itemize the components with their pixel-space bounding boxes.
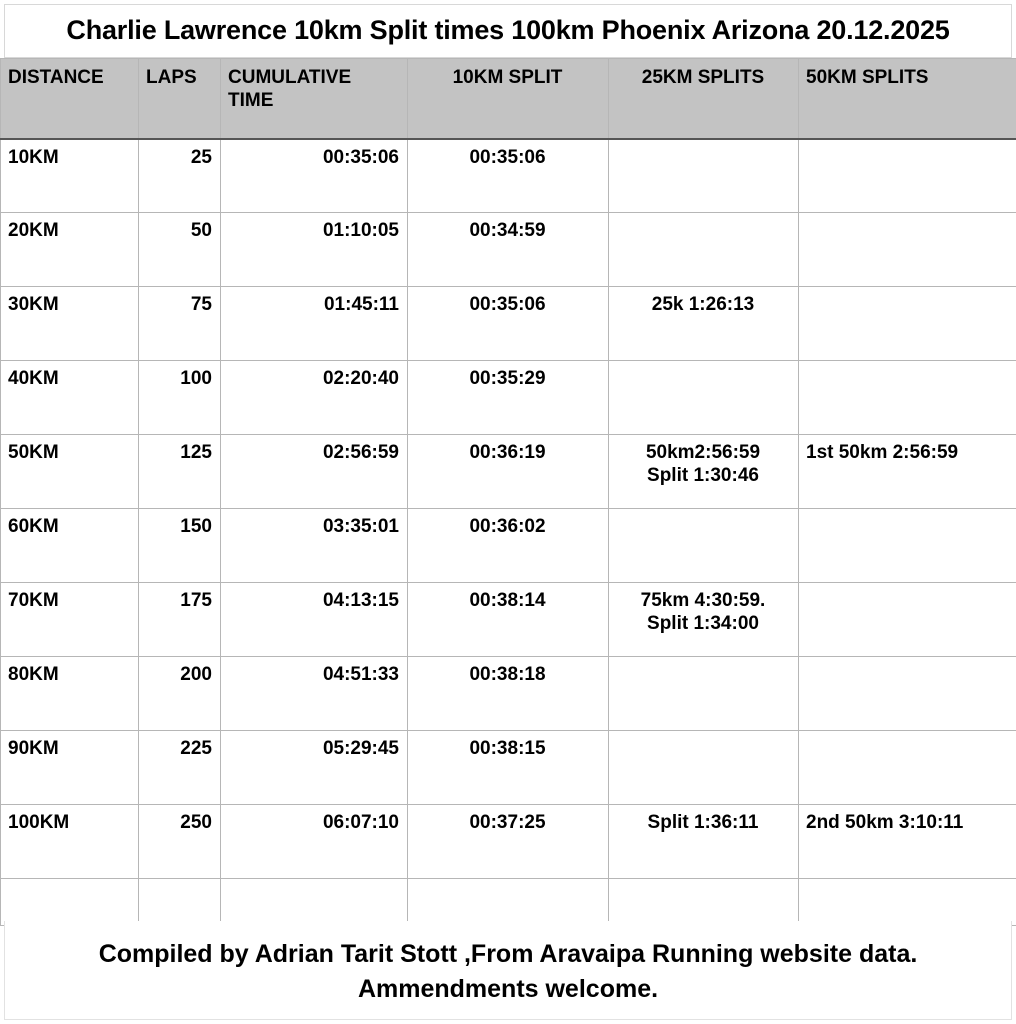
- cell-cumulative-time: [221, 879, 408, 926]
- cell-cumulative-time: 05:29:45: [221, 731, 408, 805]
- cell-laps: 100: [139, 361, 221, 435]
- cell-laps: 25: [139, 139, 221, 213]
- cell-distance: 70KM: [1, 583, 139, 657]
- cell-laps: 225: [139, 731, 221, 805]
- cell-laps: 175: [139, 583, 221, 657]
- cell-10km-split: 00:36:02: [408, 509, 609, 583]
- footer-line-2: Ammendments welcome.: [357, 974, 659, 1003]
- cell-distance: 80KM: [1, 657, 139, 731]
- cell-laps: [139, 879, 221, 926]
- footer-line-1: Compiled by Adrian Tarit Stott ,From Aravaipa Running website data.: [98, 940, 918, 968]
- cell-10km-split: [408, 879, 609, 926]
- cell-cumulative-time: 04:13:15: [221, 583, 408, 657]
- column-header-50km-splits[interactable]: 50KM SPLITS: [799, 59, 1016, 139]
- cell-25km-splits-line-1: 75km 4:30:59.: [640, 590, 766, 611]
- table-header: [1, 59, 1016, 139]
- cell-cumulative-time: 01:10:05: [221, 213, 408, 287]
- cell-50km-splits: 1st 50km 2:56:59: [799, 435, 1016, 509]
- cell-25km-splits: [609, 435, 799, 509]
- cell-50km-splits: [799, 361, 1016, 435]
- cell-laps: 75: [139, 287, 221, 361]
- cell-25km-splits: [609, 361, 799, 435]
- cell-distance: 20KM: [1, 213, 139, 287]
- cell-distance: 100KM: [1, 805, 139, 879]
- table-row: [1, 731, 1016, 805]
- cell-distance: 50KM: [1, 435, 139, 509]
- cell-50km-splits: [799, 583, 1016, 657]
- cell-cumulative-time: 00:35:06: [221, 139, 408, 213]
- cell-25km-splits: [609, 731, 799, 805]
- cell-25km-splits-line-1: 25k 1:26:13: [651, 294, 755, 315]
- cell-laps: 125: [139, 435, 221, 509]
- column-header-laps[interactable]: LAPS: [139, 59, 221, 139]
- table-row: [1, 139, 1016, 213]
- table-row: [1, 657, 1016, 731]
- header-row: [1, 59, 1016, 139]
- cell-distance: 10KM: [1, 139, 139, 213]
- cell-10km-split: 00:36:19: [408, 435, 609, 509]
- cell-25km-splits-line-2: Split 1:34:00: [647, 613, 759, 635]
- cell-50km-splits: [799, 287, 1016, 361]
- table-row: [1, 583, 1016, 657]
- cell-25km-splits: [609, 805, 799, 879]
- column-header-cumulative-time[interactable]: CUMULATIVE TIME: [221, 59, 408, 139]
- table-row: [1, 805, 1016, 879]
- cell-25km-splits: [609, 509, 799, 583]
- cell-25km-splits: [609, 657, 799, 731]
- cell-cumulative-time: 01:45:11: [221, 287, 408, 361]
- table-row: [1, 361, 1016, 435]
- cell-distance: 30KM: [1, 287, 139, 361]
- cell-50km-splits: [799, 509, 1016, 583]
- cell-laps: 150: [139, 509, 221, 583]
- cell-25km-splits: [609, 139, 799, 213]
- cell-distance: 60KM: [1, 509, 139, 583]
- cell-laps: 250: [139, 805, 221, 879]
- cell-10km-split: 00:38:14: [408, 583, 609, 657]
- cell-50km-splits: [799, 731, 1016, 805]
- cell-25km-splits-line-1: Split 1:36:11: [647, 812, 759, 833]
- table-row: [1, 213, 1016, 287]
- table-row-empty: [1, 879, 1016, 926]
- column-header-10km-split[interactable]: 10KM SPLIT: [408, 59, 609, 139]
- cell-50km-splits: [799, 657, 1016, 731]
- cell-25km-splits: [609, 287, 799, 361]
- cell-laps: 50: [139, 213, 221, 287]
- table-row: [1, 287, 1016, 361]
- cell-distance: 40KM: [1, 361, 139, 435]
- table-row: [1, 509, 1016, 583]
- cell-25km-splits: [609, 213, 799, 287]
- cell-50km-splits: [799, 139, 1016, 213]
- cell-10km-split: 00:35:06: [408, 139, 609, 213]
- cell-10km-split: 00:38:18: [408, 657, 609, 731]
- cell-10km-split: 00:35:06: [408, 287, 609, 361]
- column-header-distance[interactable]: DISTANCE: [1, 59, 139, 139]
- cell-laps: 200: [139, 657, 221, 731]
- cell-50km-splits: [799, 879, 1016, 926]
- footer-credits: [4, 921, 1012, 1020]
- cell-cumulative-time: 02:56:59: [221, 435, 408, 509]
- cell-10km-split: 00:34:59: [408, 213, 609, 287]
- split-times-table: [0, 58, 1016, 926]
- page-title: Charlie Lawrence 10km Split times 100km Phoenix Arizona 20.12.2025: [66, 15, 950, 46]
- cell-10km-split: 00:35:29: [408, 361, 609, 435]
- cell-25km-splits-line-1: 50km2:56:59: [645, 442, 761, 463]
- cell-50km-splits: 2nd 50km 3:10:11: [799, 805, 1016, 879]
- cell-cumulative-time: 04:51:33: [221, 657, 408, 731]
- cell-cumulative-time: 02:20:40: [221, 361, 408, 435]
- cell-25km-splits: [609, 879, 799, 926]
- table-row: [1, 435, 1016, 509]
- cell-cumulative-time: 03:35:01: [221, 509, 408, 583]
- cell-50km-splits: [799, 213, 1016, 287]
- cell-distance: [1, 879, 139, 926]
- cell-10km-split: 00:38:15: [408, 731, 609, 805]
- table-body: [1, 139, 1016, 926]
- cell-cumulative-time: 06:07:10: [221, 805, 408, 879]
- cell-distance: 90KM: [1, 731, 139, 805]
- cell-10km-split: 00:37:25: [408, 805, 609, 879]
- column-header-25km-splits[interactable]: 25KM SPLITS: [609, 59, 799, 139]
- cell-25km-splits: [609, 583, 799, 657]
- cell-25km-splits-line-2: Split 1:30:46: [647, 465, 759, 487]
- page-title-container: [4, 4, 1012, 58]
